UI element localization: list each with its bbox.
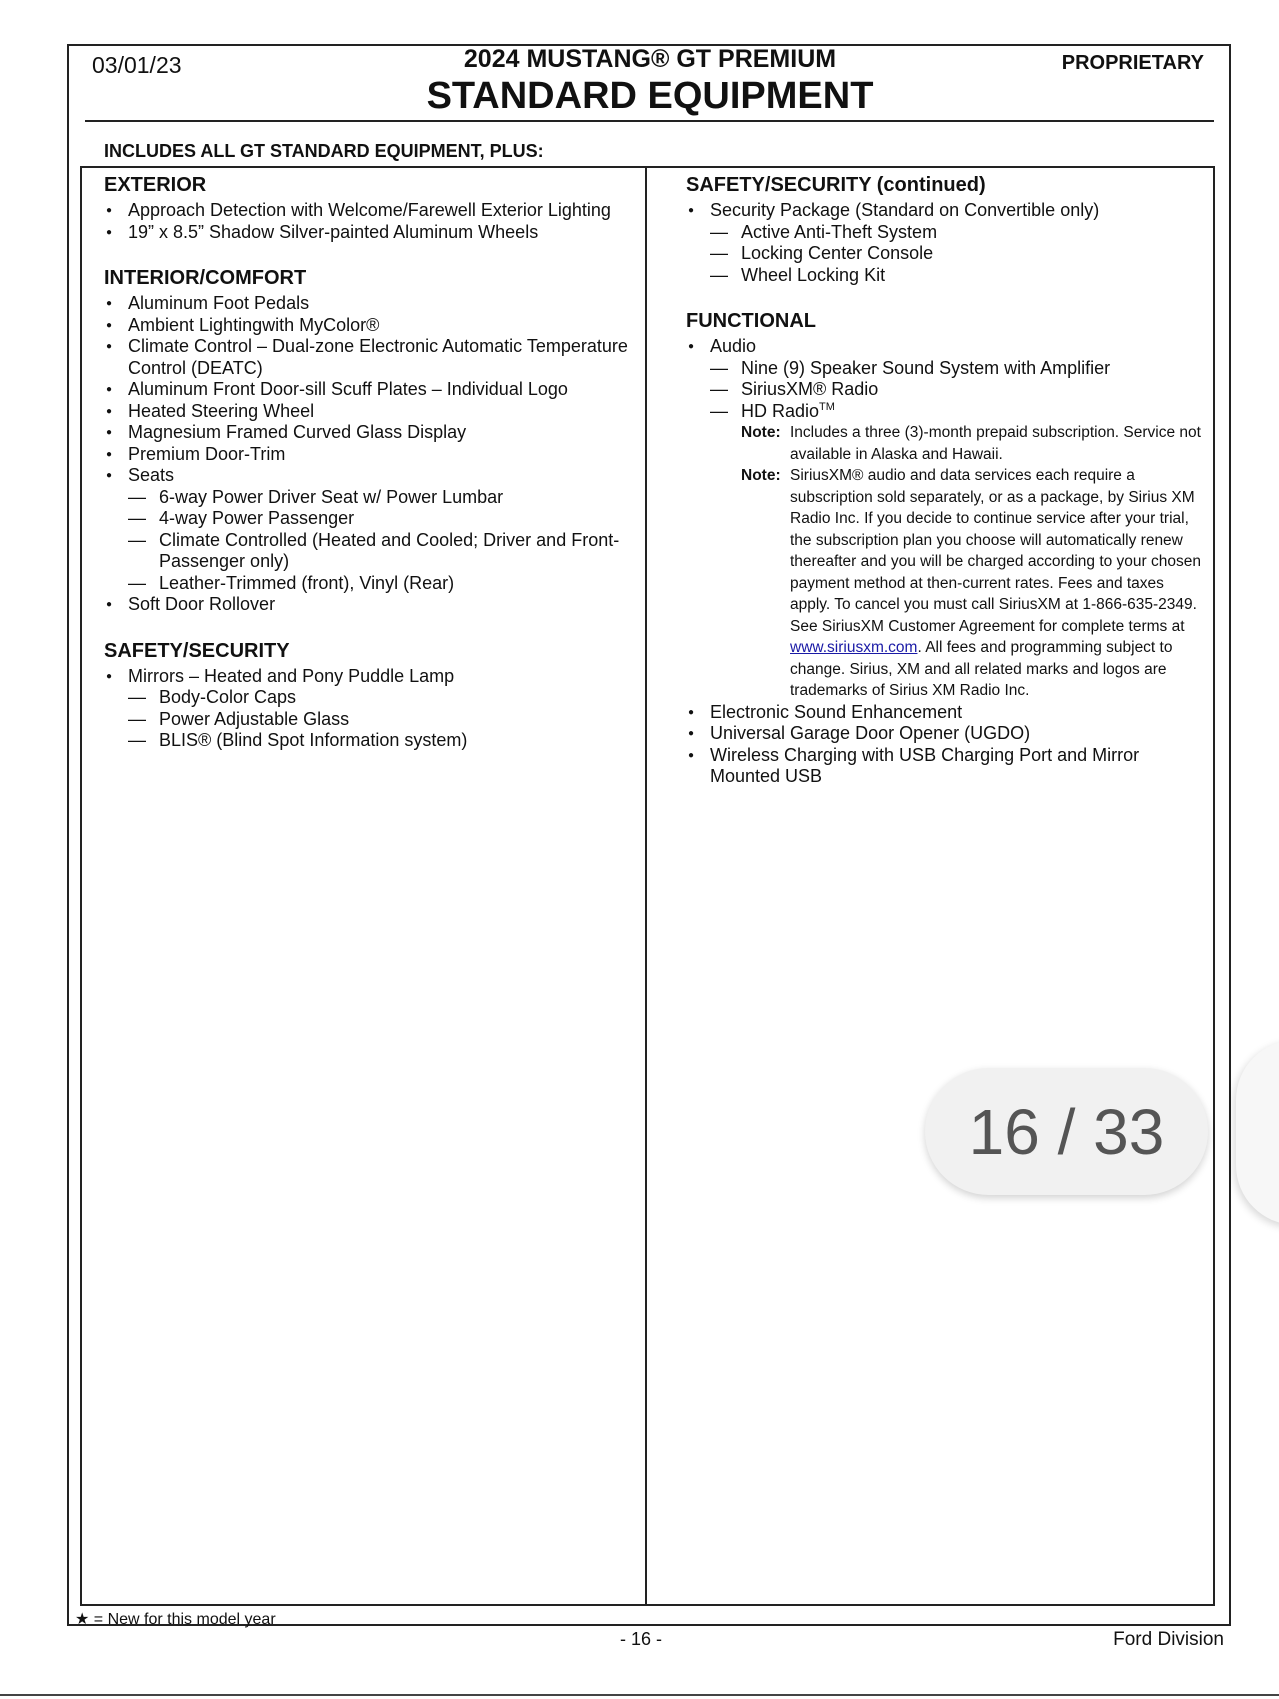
column-divider: [645, 166, 647, 1606]
sub-item: — Active Anti-Theft System: [710, 222, 1206, 244]
list-item: ● 19” x 8.5” Shadow Silver-painted Aluminum Wheels: [104, 222, 639, 244]
page-title: STANDARD EQUIPMENT: [426, 75, 874, 117]
sub-item-label: HD Radio: [741, 400, 820, 421]
section-heading: INTERIOR/COMFORT: [104, 267, 307, 289]
section-heading: FUNCTIONAL: [686, 310, 816, 332]
sub-item: — BLIS® (Blind Spot Information system): [128, 730, 639, 752]
note-2: [741, 465, 1206, 702]
list-item: ● Soft Door Rollover: [104, 594, 639, 616]
note-label: Note:: [741, 467, 781, 484]
safety-security-continued-section: [686, 172, 1206, 286]
side-floating-button[interactable]: [1236, 1040, 1279, 1225]
sub-item: — Nine (9) Speaker Sound System with Amplifier: [710, 358, 1206, 380]
sub-item-hd-radio: [710, 401, 1206, 423]
page-indicator-badge: [925, 1068, 1208, 1195]
list-item-mirrors: [104, 666, 639, 752]
sub-item: — Leather-Trimmed (front), Vinyl (Rear): [128, 573, 639, 595]
section-heading: SAFETY/SECURITY (continued): [686, 174, 986, 196]
list-item: ● Approach Detection with Welcome/Farewell Exterior Lighting: [104, 200, 639, 222]
interior-comfort-section: [104, 265, 639, 616]
list-item-label: Seats: [128, 465, 175, 485]
safety-security-section: [104, 638, 639, 752]
sub-item: — Locking Center Console: [710, 243, 1206, 265]
audio-notes: [741, 422, 1206, 702]
list-item: ● Electronic Sound Enhancement: [686, 702, 1206, 724]
list-item-security-package: [686, 200, 1206, 286]
left-column: [104, 172, 639, 774]
list-item: ● Heated Steering Wheel: [104, 401, 639, 423]
page-number: - 16 -: [620, 1629, 663, 1649]
sub-item: — 4-way Power Passenger: [128, 508, 639, 530]
sub-item: — Wheel Locking Kit: [710, 265, 1206, 287]
note-text-part: . All fees and programming subject to change. Sirius, XM and all related marks and logos are trademarks of Sirius XM Radio Inc.: [790, 639, 1173, 699]
list-item: ● Magnesium Framed Curved Glass Display: [104, 422, 639, 444]
list-item: ● Universal Garage Door Opener (UGDO): [686, 723, 1206, 745]
list-item: ● Aluminum Front Door-sill Scuff Plates – Individual Logo: [104, 379, 639, 401]
list-item: ● Climate Control – Dual-zone Electronic Automatic Temperature Control (DEATC): [104, 336, 639, 379]
new-model-year-legend: ★ = New for this model year: [75, 1611, 276, 1628]
siriusxm-link[interactable]: www.siriusxm.com: [790, 639, 918, 656]
note-text: Includes a three (3)-month prepaid subscription. Service not available in Alaska and Hawaii.: [790, 424, 1201, 463]
title-block: [300, 44, 1000, 118]
proprietary-label: PROPRIETARY: [1061, 52, 1204, 74]
ford-division-label: Ford Division: [1113, 1629, 1224, 1650]
sub-item: — Body-Color Caps: [128, 687, 639, 709]
sub-item: — Power Adjustable Glass: [128, 709, 639, 731]
list-item-seats: [104, 465, 639, 594]
includes-label: INCLUDES ALL GT STANDARD EQUIPMENT, PLUS:: [104, 141, 544, 161]
document-date: 03/01/23: [92, 52, 182, 78]
note-label: Note:: [741, 424, 781, 441]
list-item: ● Ambient Lightingwith MyColor®: [104, 315, 639, 337]
list-item-label: Audio: [710, 336, 757, 356]
header-divider: [85, 120, 1214, 122]
page-indicator-text: 16 / 33: [968, 1095, 1165, 1168]
list-item-label: Mirrors – Heated and Pony Puddle Lamp: [128, 665, 455, 686]
exterior-section: [104, 172, 639, 243]
viewer-bottom-edge: [0, 1694, 1279, 1696]
sub-item: — 6-way Power Driver Seat w/ Power Lumbar: [128, 487, 639, 509]
trademark-superscript: TM: [819, 400, 835, 413]
sub-item: — Climate Controlled (Heated and Cooled; Driver and Front-Passenger only): [128, 530, 639, 573]
list-item: ● Premium Door-Trim: [104, 444, 639, 466]
list-item-label: Security Package (Standard on Convertible only): [710, 200, 1100, 220]
model-title: 2024 MUSTANG® GT PREMIUM: [463, 45, 837, 73]
note-1: [741, 422, 1206, 465]
functional-section: [686, 308, 1206, 788]
section-heading: SAFETY/SECURITY: [104, 639, 290, 662]
list-item: ● Wireless Charging with USB Charging Port and Mirror Mounted USB: [686, 745, 1206, 788]
sub-item: — SiriusXM® Radio: [710, 379, 1206, 401]
list-item: ● Aluminum Foot Pedals: [104, 293, 639, 315]
right-column: [686, 172, 1206, 810]
section-heading: EXTERIOR: [104, 174, 207, 196]
list-item-audio: [686, 336, 1206, 702]
note-text: [790, 465, 1206, 702]
note-text-part: SiriusXM® audio and data services each require a subscription sold separately, or as a package, by Sirius XM Radio Inc. If you decide to continue service after your trial, the subscription plan you choose will automatically renew thereafter and you will be charged according to your chosen payment method at then-current rates. Fees and taxes apply. To cancel you must call SiriusXM at 1-866-635-2349. See SiriusXM Customer Agreement for complete terms at: [790, 467, 1201, 635]
